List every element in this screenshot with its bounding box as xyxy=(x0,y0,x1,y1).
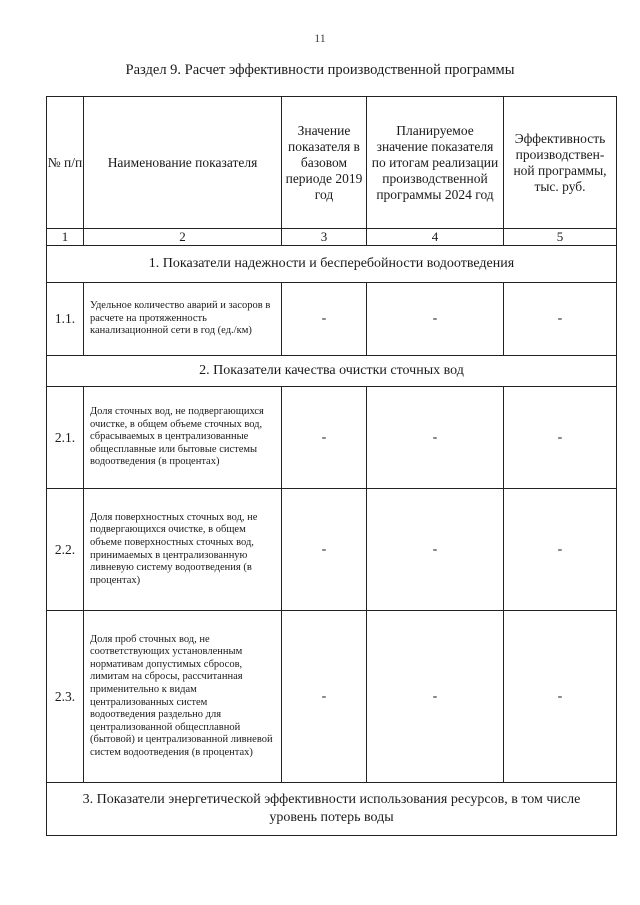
row-number: 2.3. xyxy=(47,611,84,783)
column-number: 5 xyxy=(504,229,617,246)
header-planned-value: Планируемое значение показателя по итогам реализации производственной программы 2024 год xyxy=(367,97,504,229)
planned-value: - xyxy=(367,387,504,489)
efficiency-value: - xyxy=(504,489,617,611)
column-number: 4 xyxy=(367,229,504,246)
column-number-row xyxy=(47,229,617,246)
column-number: 1 xyxy=(47,229,84,246)
row-number: 2.1. xyxy=(47,387,84,489)
header-row xyxy=(47,97,617,229)
header-name: Наименование показателя xyxy=(84,97,282,229)
header-efficiency: Эффективность производствен-ной программы, тыс. руб. xyxy=(504,97,617,229)
column-number: 3 xyxy=(282,229,367,246)
base-value: - xyxy=(282,387,367,489)
table-row xyxy=(47,387,617,489)
indicator-name: Удельное количество аварий и засоров в расчете на протяженность канализационной сети в год (ед./км) xyxy=(84,283,282,356)
row-number: 1.1. xyxy=(47,283,84,356)
group-header-row xyxy=(47,246,617,283)
base-value: - xyxy=(282,489,367,611)
efficiency-value: - xyxy=(504,387,617,489)
column-number: 2 xyxy=(84,229,282,246)
group-title: 1. Показатели надежности и бесперебойности водоотведения xyxy=(47,246,617,283)
header-num: № п/п xyxy=(47,97,84,229)
base-value: - xyxy=(282,283,367,356)
table-row xyxy=(47,611,617,783)
group-header-row xyxy=(47,356,617,387)
efficiency-value: - xyxy=(504,611,617,783)
header-base-value: Значение показателя в базовом периоде 2019 год xyxy=(282,97,367,229)
indicator-name: Доля сточных вод, не подвергающихся очистке, в общем объеме сточных вод, сбрасываемых в централизованные общесплавные или бытовые системы водоотведения (в процентах) xyxy=(84,387,282,489)
efficiency-table xyxy=(46,96,617,836)
group-title: 3. Показатели энергетической эффективности использования ресурсов, в том числе уровень потерь воды xyxy=(47,783,617,836)
group-title: 2. Показатели качества очистки сточных вод xyxy=(47,356,617,387)
planned-value: - xyxy=(367,611,504,783)
planned-value: - xyxy=(367,283,504,356)
indicator-name: Доля поверхностных сточных вод, не подвергающихся очистке, в общем объеме поверхностных сточных вод, принимаемых в централизованную ливневую систему водоотведения (в процентах) xyxy=(84,489,282,611)
indicator-name: Доля проб сточных вод, не соответствующих установленным нормативам допустимых сбросов, лимитам на сбросы, рассчитанная применительно к видам централизованных систем водоотведения раздельно для централизованной общесплавной (бытовой) и централизованной ливневой систем водоотведения (в процентах) xyxy=(84,611,282,783)
table-row xyxy=(47,283,617,356)
planned-value: - xyxy=(367,489,504,611)
base-value: - xyxy=(282,611,367,783)
page-number: 11 xyxy=(314,31,326,45)
row-number: 2.2. xyxy=(47,489,84,611)
section-title: Раздел 9. Расчет эффективности производственной программы xyxy=(125,62,515,78)
group-header-row xyxy=(47,783,617,836)
efficiency-value: - xyxy=(504,283,617,356)
table-row xyxy=(47,489,617,611)
